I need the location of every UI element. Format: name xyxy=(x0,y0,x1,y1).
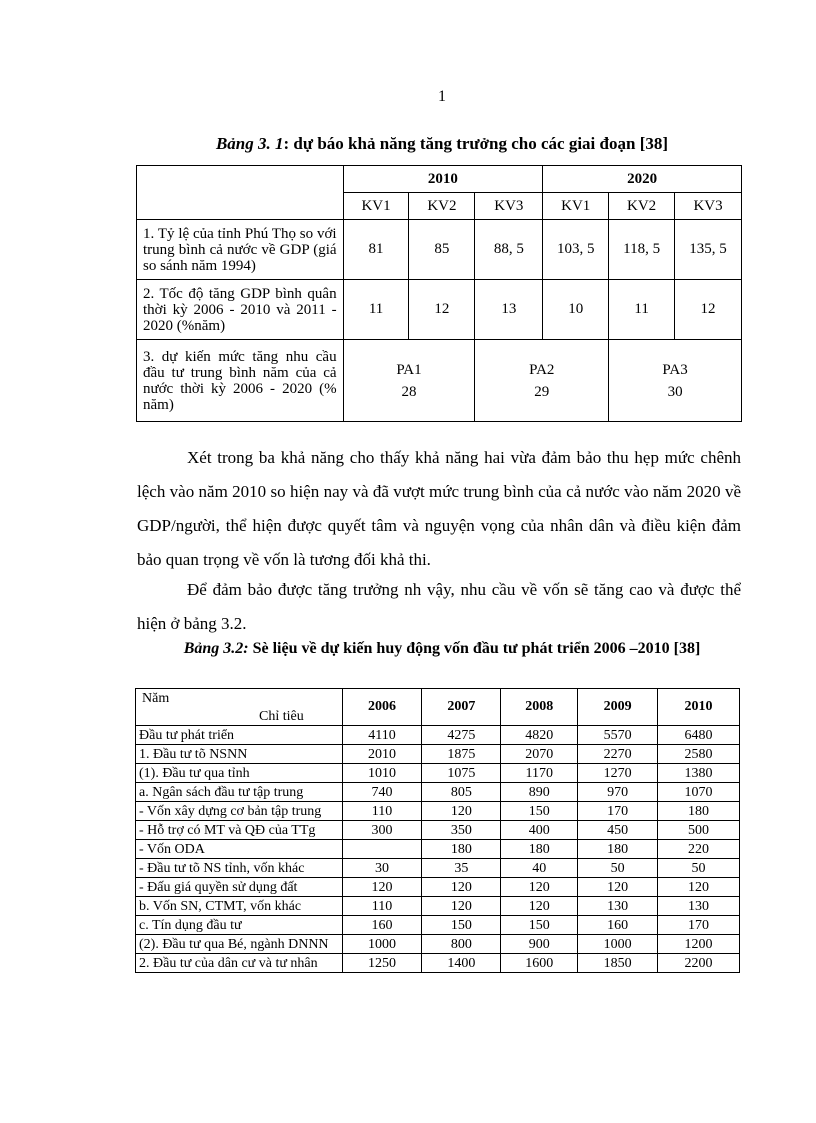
table2-caption xyxy=(0,640,816,658)
table2-cell: 180 xyxy=(501,840,578,859)
table2-cell: 120 xyxy=(422,897,501,916)
table2-caption-text: Sè liệu về dự kiến huy động vốn đầu tư phát triển 2006 –2010 [38] xyxy=(248,640,701,657)
table2-row-label: 2. Đầu tư của dân cư và tư nhân xyxy=(136,954,343,973)
table2-header-year-label: Năm xyxy=(142,691,170,706)
table1-year-header: 2020 xyxy=(543,166,742,193)
table2-cell: 6480 xyxy=(658,726,740,745)
option-value: 30 xyxy=(667,383,683,400)
table2-year-header: 2010 xyxy=(658,689,740,726)
table2-cell: 4820 xyxy=(501,726,578,745)
table2-row-label: a. Ngân sách đầu tư tập trung xyxy=(136,783,343,802)
investment-capital-table xyxy=(135,688,740,973)
table2-cell: 120 xyxy=(658,878,740,897)
table2-cell: 110 xyxy=(342,802,422,821)
table2-row-label: b. Vốn SN, CTMT, vốn khác xyxy=(136,897,343,916)
table2-cell: 120 xyxy=(342,878,422,897)
table2-cell: 1075 xyxy=(422,764,501,783)
page-number: 1 xyxy=(438,88,446,105)
table2-cell: 35 xyxy=(422,859,501,878)
table2-cell: 40 xyxy=(501,859,578,878)
table-row xyxy=(136,821,740,840)
table2-cell: 970 xyxy=(578,783,658,802)
table1-cell: 11 xyxy=(343,280,409,340)
table1-region-header: KV3 xyxy=(675,193,742,220)
table1-caption-lead: Bảng 3. 1 xyxy=(215,134,284,153)
table2-cell: 300 xyxy=(342,821,422,840)
table2-cell: 180 xyxy=(578,840,658,859)
table2-cell: 130 xyxy=(658,897,740,916)
table-row xyxy=(136,916,740,935)
table2-cell: 120 xyxy=(578,878,658,897)
table1-cell: 103, 5 xyxy=(543,220,609,280)
table2-cell: 400 xyxy=(501,821,578,840)
table2-year-header: 2008 xyxy=(501,689,578,726)
table2-caption-lead: Bảng 3.2: xyxy=(183,640,249,657)
table1-row xyxy=(137,280,742,340)
table1-row xyxy=(137,220,742,280)
table2-cell: 350 xyxy=(422,821,501,840)
table2-cell: 1250 xyxy=(342,954,422,973)
table2-cell: 220 xyxy=(658,840,740,859)
table2-cell: 1400 xyxy=(422,954,501,973)
option-name: PA1 xyxy=(396,361,422,378)
table2-cell: 1170 xyxy=(501,764,578,783)
table2-cell: 1380 xyxy=(658,764,740,783)
table2-cell: 2270 xyxy=(578,745,658,764)
table-row xyxy=(136,954,740,973)
table2-row-label: 1. Đầu tư tõ NSNN xyxy=(136,745,343,764)
table1-cell: 118, 5 xyxy=(609,220,675,280)
table2-cell: 4110 xyxy=(342,726,422,745)
table2-cell: 160 xyxy=(578,916,658,935)
table-row xyxy=(136,840,740,859)
table2-year-header: 2007 xyxy=(422,689,501,726)
body-paragraph: Xét trong ba khả năng cho thấy khả năng hai vừa đảm bảo thu hẹp mức chênh lệch vào năm 2010 so hiện nay và đã vượt mức trung bình của cả nước vào năm 2020 về GDP/người, thể hiện được quyết tâm và nguyện vọng của nhân dân và điều kiện đảm bảo quan trọng về vốn là tương đối khả thi. xyxy=(137,448,741,569)
table1-row-label: 1. Tỷ lệ của tỉnh Phú Thọ so với trung bình cả nước về GDP (giá so sánh năm 1994) xyxy=(137,220,344,280)
option-name: PA2 xyxy=(529,361,555,378)
table2-cell: 50 xyxy=(578,859,658,878)
table1-region-header: KV3 xyxy=(475,193,543,220)
table2-cell: 50 xyxy=(658,859,740,878)
table2-cell: 1270 xyxy=(578,764,658,783)
table-row xyxy=(136,935,740,954)
table1-cell: 11 xyxy=(609,280,675,340)
table-row xyxy=(136,802,740,821)
table2-cell: 890 xyxy=(501,783,578,802)
growth-forecast-table xyxy=(136,165,742,422)
table2-cell: 180 xyxy=(658,802,740,821)
table2-cell: 120 xyxy=(422,802,501,821)
table1-corner-cell xyxy=(137,166,344,220)
table2-cell: 120 xyxy=(422,878,501,897)
table2-cell: 150 xyxy=(422,916,501,935)
table2-row-label: - Hỗ trợ có MT và QĐ của TTg xyxy=(136,821,343,840)
table1-cell: 10 xyxy=(543,280,609,340)
table1-cell: 13 xyxy=(475,280,543,340)
table1-cell: 135, 5 xyxy=(675,220,742,280)
table2-cell: 180 xyxy=(422,840,501,859)
table2-cell: 800 xyxy=(422,935,501,954)
table1-caption xyxy=(0,134,816,154)
table1-cell: 12 xyxy=(675,280,742,340)
table1-caption-text: : dự báo khả năng tăng trưởng cho các giai đoạn [38] xyxy=(283,134,669,153)
table2-cell: 2580 xyxy=(658,745,740,764)
table1-row-label: 3. dự kiến mức tăng nhu cầu đầu tư trung bình năm của cả nước thời kỳ 2006 - 2020 (% năm) xyxy=(137,340,344,422)
table2-year-header: 2006 xyxy=(342,689,422,726)
table2-cell: 2070 xyxy=(501,745,578,764)
table2-cell: 130 xyxy=(578,897,658,916)
table-row xyxy=(136,783,740,802)
option-value: 29 xyxy=(534,383,550,400)
table2-cell: 900 xyxy=(501,935,578,954)
table1-region-header: KV1 xyxy=(343,193,409,220)
table2-cell xyxy=(342,840,422,859)
table2-cell: 1850 xyxy=(578,954,658,973)
table1-region-header: KV2 xyxy=(609,193,675,220)
table2-cell: 450 xyxy=(578,821,658,840)
table2-cell: 500 xyxy=(658,821,740,840)
table2-cell: 1200 xyxy=(658,935,740,954)
table2-cell: 5570 xyxy=(578,726,658,745)
table2-cell: 160 xyxy=(342,916,422,935)
table2-row-label: - Đấu giá quyền sử dụng đất xyxy=(136,878,343,897)
table2-cell: 1070 xyxy=(658,783,740,802)
table2-cell: 1600 xyxy=(501,954,578,973)
table2-year-header: 2009 xyxy=(578,689,658,726)
table2-cell: 120 xyxy=(501,878,578,897)
table2-header-item-label: Chỉ tiêu xyxy=(259,709,304,724)
table1-cell: 88, 5 xyxy=(475,220,543,280)
investment-option-cell xyxy=(343,340,475,422)
table-row xyxy=(136,726,740,745)
table-row xyxy=(136,745,740,764)
table2-cell: 1010 xyxy=(342,764,422,783)
table2-cell: 30 xyxy=(342,859,422,878)
table2-cell: 1000 xyxy=(342,935,422,954)
table2-cell: 110 xyxy=(342,897,422,916)
table-row xyxy=(136,897,740,916)
table2-row-label: - Đầu tư tõ NS tỉnh, vốn khác xyxy=(136,859,343,878)
table2-row-label: (1). Đầu tư qua tỉnh xyxy=(136,764,343,783)
table2-cell: 150 xyxy=(501,916,578,935)
table1-region-header: KV1 xyxy=(543,193,609,220)
table2-row-label: - Vốn xây dựng cơ bản tập trung xyxy=(136,802,343,821)
investment-option-cell xyxy=(609,340,742,422)
table1-cell: 81 xyxy=(343,220,409,280)
table2-cell: 170 xyxy=(658,916,740,935)
table2-cell: 740 xyxy=(342,783,422,802)
body-paragraph: Để đảm bảo được tăng trưởng nh vậy, nhu cầu về vốn sẽ tăng cao và được thể hiện ở bảng 3.2. xyxy=(137,580,741,633)
table1-row-label: 2. Tốc độ tăng GDP bình quân thời kỳ 2006 - 2010 và 2011 - 2020 (%năm) xyxy=(137,280,344,340)
table2-cell: 805 xyxy=(422,783,501,802)
table1-cell: 12 xyxy=(409,280,475,340)
table-row xyxy=(136,764,740,783)
table2-cell: 2200 xyxy=(658,954,740,973)
table2-cell: 1000 xyxy=(578,935,658,954)
table2-cell: 1875 xyxy=(422,745,501,764)
table2-cell: 4275 xyxy=(422,726,501,745)
table2-row-label: Đầu tư phát triển xyxy=(136,726,343,745)
table-row xyxy=(136,878,740,897)
table1-year-header: 2010 xyxy=(343,166,543,193)
table2-row-label: c. Tín dụng đầu tư xyxy=(136,916,343,935)
table2-cell: 150 xyxy=(501,802,578,821)
table1-region-header: KV2 xyxy=(409,193,475,220)
table2-row-label: - Vốn ODA xyxy=(136,840,343,859)
table2-header-corner xyxy=(136,689,343,726)
table2-cell: 2010 xyxy=(342,745,422,764)
option-name: PA3 xyxy=(662,361,688,378)
table2-row-label: (2). Đầu tư qua Bé, ngành DNNN xyxy=(136,935,343,954)
table1-cell: 85 xyxy=(409,220,475,280)
table2-cell: 170 xyxy=(578,802,658,821)
investment-option-cell xyxy=(475,340,609,422)
table1-row xyxy=(137,340,742,422)
table2-cell: 120 xyxy=(501,897,578,916)
table-row xyxy=(136,859,740,878)
option-value: 28 xyxy=(401,383,417,400)
